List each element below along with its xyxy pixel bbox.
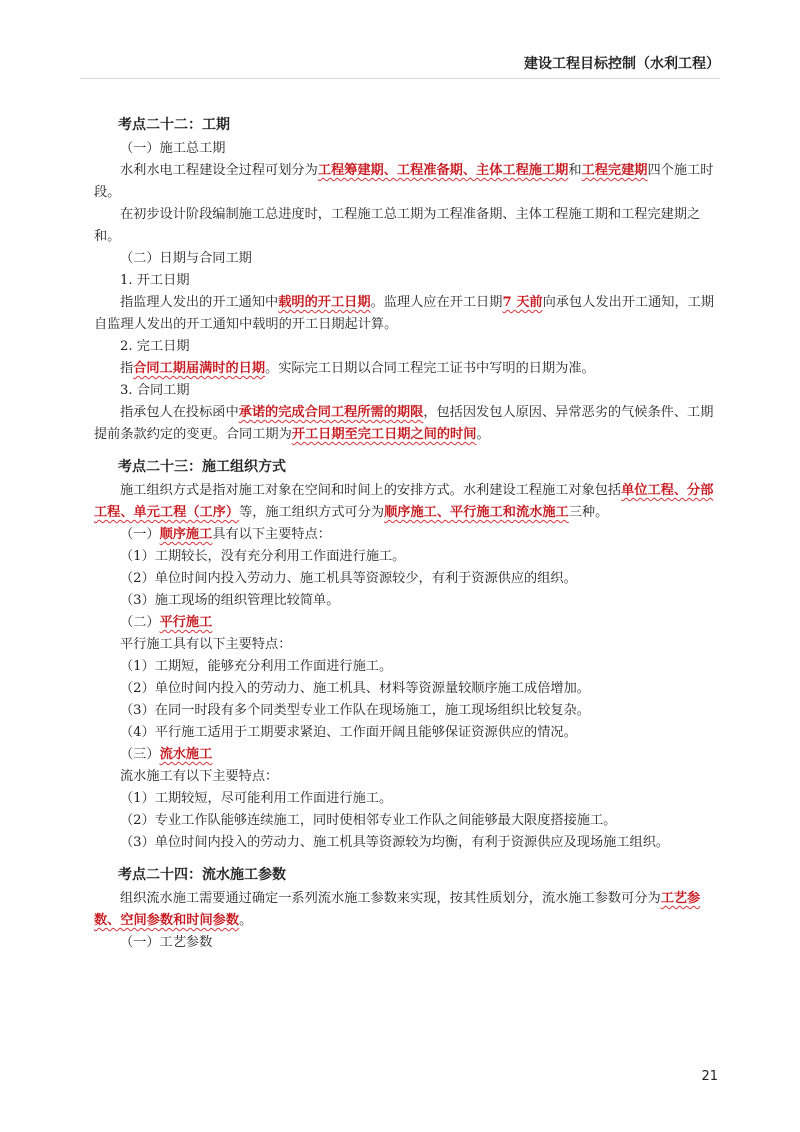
item-heading: 3. 合同工期 — [120, 383, 190, 398]
subheading — [94, 524, 724, 546]
paragraph — [94, 888, 724, 932]
text: 。 — [476, 427, 490, 442]
highlight: 流水施工 — [159, 747, 213, 762]
spacer — [94, 854, 724, 862]
list-item: （2）单位时间内投入劳动力、施工机具等资源较少，有利于资源供应的组织。 — [120, 571, 577, 586]
paragraph: 在初步设计阶段编制施工总进度时，工程施工总工期为工程准备期、主体工程施工期和工程完建期之和。 — [94, 207, 701, 244]
highlight: 平行施工 — [159, 615, 213, 630]
text: 。监理人应在开工日期 — [370, 295, 503, 310]
text: 四个施工时段。 — [94, 163, 714, 200]
text: 等，施工组织方式可分为 — [239, 505, 385, 520]
text: 指 — [120, 361, 134, 376]
subheading — [94, 744, 724, 766]
running-header: 建设工程目标控制（水利工程） — [524, 56, 720, 72]
text: （三） — [120, 747, 160, 762]
text: 施工组织方式是指对施工对象在空间和时间上的安排方式。水利建设工程施工对象包括 — [120, 483, 622, 498]
list-item: （2）专业工作队能够连续施工，同时使相邻专业工作队之间能够最大限度搭接施工。 — [120, 813, 617, 828]
list-item: （1）工期较长，没有充分利用工作面进行施工。 — [120, 549, 406, 564]
list-item: （3）在同一时段有多个同类型专业工作队在现场施工，施工现场组织比较复杂。 — [120, 703, 590, 718]
highlight: 单位工程、分部工程、单元工程（工序） — [94, 483, 714, 520]
paragraph: 平行施工具有以下主要特点： — [120, 637, 292, 652]
highlight: 工程筹建期、工程准备期、主体工程施工期 — [317, 163, 569, 178]
list-item: （1）工期短，能够充分利用工作面进行施工。 — [120, 659, 393, 674]
list-item: （3）施工现场的组织管理比较简单。 — [120, 593, 340, 608]
text: （二） — [120, 615, 160, 630]
text: 向承包人发出开工通知，工期自监理人发出的开工通知中载明的开工日期起计算。 — [94, 295, 715, 332]
text: 。实际完工日期以合同工程完工证书中写明的日期为准。 — [265, 361, 595, 376]
section-title-24: 考点二十四：流水施工参数 — [118, 867, 286, 883]
text: 具有以下主要特点： — [212, 527, 331, 542]
highlight: 7 天前 — [502, 295, 543, 310]
text: 水利水电工程建设全过程可划分为 — [120, 163, 318, 178]
highlight: 开工日期至完工日期之间的时间 — [291, 427, 477, 442]
paragraph — [94, 292, 724, 336]
subheading: （一）施工总工期 — [120, 141, 226, 156]
text: 和 — [568, 163, 582, 178]
paragraph — [94, 480, 724, 524]
list-item: （1）工期较短，尽可能利用工作面进行施工。 — [120, 791, 393, 806]
header-rule — [80, 78, 720, 79]
item-heading: 1. 开工日期 — [120, 273, 190, 288]
subheading — [94, 612, 724, 634]
content — [94, 112, 724, 954]
paragraph — [94, 402, 724, 446]
highlight: 工程完建期 — [581, 163, 648, 178]
highlight: 顺序施工 — [159, 527, 213, 542]
text: 三种。 — [568, 505, 609, 520]
list-item: （4）平行施工适用于工期要求紧迫、工作面开阔且能够保证资源供应的情况。 — [120, 725, 577, 740]
text: 指承包人在投标函中 — [120, 405, 239, 420]
highlight: 工艺参数、空间参数和时间参数 — [94, 891, 701, 928]
text: 组织流水施工需要通过确定一系列流水施工参数来实现，按其性质划分，流水施工参数可分为 — [120, 891, 661, 906]
page-number: 21 — [701, 1069, 718, 1084]
paragraph: 流水施工有以下主要特点： — [120, 769, 279, 784]
subheading: （二）日期与合同工期 — [120, 251, 252, 266]
section-title-22: 考点二十二：工期 — [118, 117, 230, 133]
item-heading: 2. 完工日期 — [120, 339, 190, 354]
highlight: 顺序施工、平行施工和流水施工 — [384, 505, 569, 520]
text: （一） — [120, 527, 160, 542]
section-title-23: 考点二十三：施工组织方式 — [118, 459, 286, 475]
highlight: 合同工期届满时的日期 — [133, 361, 266, 376]
text: 。 — [239, 913, 253, 928]
subheading: （一）工艺参数 — [120, 935, 213, 950]
list-item: （3）单位时间内投入的劳动力、施工机具等资源较为均衡，有利于资源供应及现场施工组织。 — [120, 835, 670, 850]
paragraph — [94, 358, 724, 380]
list-item: （2）单位时间内投入的劳动力、施工机具、材料等资源量较顺序施工成倍增加。 — [120, 681, 590, 696]
spacer — [94, 446, 724, 454]
text: ，包括因发包人原因、异常恶劣的气候条件、工期提前条款约定的变更。合同工期为 — [94, 405, 714, 442]
highlight: 载明的开工日期 — [278, 295, 371, 310]
paragraph — [94, 160, 724, 204]
highlight: 承诺的完成合同工程所需的期限 — [238, 405, 424, 420]
text: 指监理人发出的开工通知中 — [120, 295, 279, 310]
